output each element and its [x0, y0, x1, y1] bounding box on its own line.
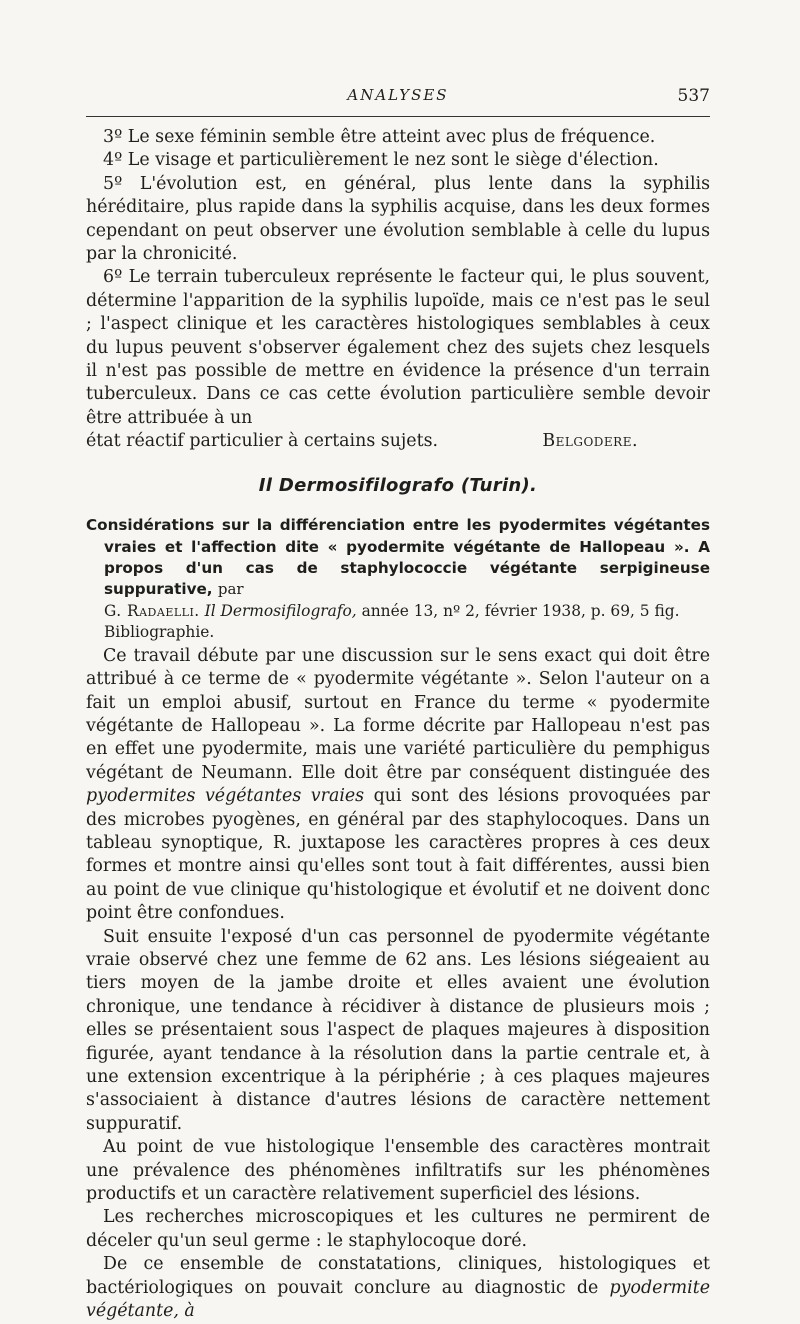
body-paragraph-1-italic: pyodermites végétantes vraies	[86, 786, 365, 807]
article-details: année 13, nº 2, février 1938, p. 69, 5 fig. Bibliographie.	[104, 601, 680, 641]
body-paragraph-5	[86, 1253, 710, 1323]
reviewer-signature: Belgodere.	[542, 431, 638, 452]
body-paragraph-4: Les recherches microscopiques et les cultures ne permirent de déceler qu'un seul germe : le staphylocoque doré.	[86, 1207, 710, 1251]
body-paragraph-1	[86, 645, 710, 926]
body-paragraph-5-text: De ce ensemble de constatations, cliniques, histologiques et bactériologiques on pouvait conclure au diagnostic de	[86, 1254, 710, 1298]
journal-heading: Il Dermosifilografo (Turin).	[258, 474, 538, 496]
body-paragraph-1-text-b: qui sont des lésions provoquées par des microbes pyogènes, en général par des staphylocoques. Dans un tableau synoptique, R. juxtapose les caractères propres à ces deux formes et montre ainsi qu'elles sont tout à fait différentes, aussi bien au point de vue clinique qu'histologique et évolutif et ne doivent donc point être confondues.	[86, 786, 710, 924]
closing-line-text: état réactif particulier à certains sujets.	[86, 431, 439, 452]
body-paragraph-2: Suit ensuite l'exposé d'un cas personnel de pyodermite végétante vraie observé chez une femme de 62 ans. Les lésions siégeaient au tiers moyen de la jambe droite et elles avaient une évolution chronique, une tendance à récidiver à distance de plusieurs mois ; elles se présentaient sous l'aspect de plaques majeures à disposition figurée, ayant tendance à la résolution dans la partie centrale et, à une extension excentrique à la périphérie ; à ces plaques majeures s'associaient à distance d'autres lésions de caractère nettement suppuratif.	[86, 926, 710, 1134]
body-paragraph-3: Au point de vue histologique l'ensemble des caractères montrait une prévalence des phénomènes infiltratifs sur les phénomènes productifs et un caractère relativement superficiel des lésions.	[86, 1137, 710, 1205]
article-reference	[86, 601, 710, 643]
body-paragraph-1-text-a: Ce travail débute par une discussion sur le sens exact qui doit être attribué à ce terme de « pyodermite végétante ». Selon l'auteur on a fait un emploi abusif, surtout en France du terme « pyodermite végétante de Hallopeau ». La forme décrite par Hallopeau n'est pas en effet une pyodermite, mais une variété particulière du pemphigus végétant de Neumann. Elle doit être par conséquent distinguée des	[86, 645, 710, 783]
paragraph-point-4: 4º Le visage et particulièrement le nez sont le siège d'élection.	[103, 150, 659, 171]
body-paragraph-5-italic: pyodermite végétante, à	[86, 1277, 711, 1322]
page-content	[86, 126, 710, 1324]
article-author: G. Radaelli.	[104, 601, 200, 620]
page-number: 537	[677, 86, 710, 106]
paragraph-point-6: 6º Le terrain tuberculeux représente le facteur qui, le plus souvent, détermine l'apparition de la syphilis lupoïde, mais ce n'est pas le seul ; l'aspect clinique et les caractères histologiques semblables à ceux du lupus peuvent s'observer également chez des sujets chez lesquels il n'est pas possible de mettre en évidence la présence d'un terrain tuberculeux. Dans ce cas cette évolution particulière semble devoir être attribuée à un	[86, 267, 710, 428]
article-by: par	[217, 580, 244, 599]
paragraph-point-3: 3º Le sexe féminin semble être atteint avec plus de fréquence.	[103, 127, 656, 147]
running-title: ANALYSES	[347, 86, 449, 104]
header-rule	[86, 116, 710, 117]
article-title-text: Considérations sur la différenciation entre les pyodermites végétantes vraies et l'affection dite « pyodermite végétante de Hallopeau ». A propos d'un cas de staphylococcie végétante serpigineuse suppurative,	[86, 516, 710, 599]
closing-line	[86, 430, 710, 453]
article-journal: Il Dermosifilografo,	[204, 601, 357, 620]
page-header	[86, 86, 710, 116]
paragraph-point-5: 5º L'évolution est, en général, plus lente dans la syphilis héréditaire, plus rapide dans la syphilis acquise, dans les deux formes cependant on peut observer une évolution semblable à celle du lupus par la chronicité.	[86, 173, 710, 265]
article-title	[86, 515, 710, 601]
